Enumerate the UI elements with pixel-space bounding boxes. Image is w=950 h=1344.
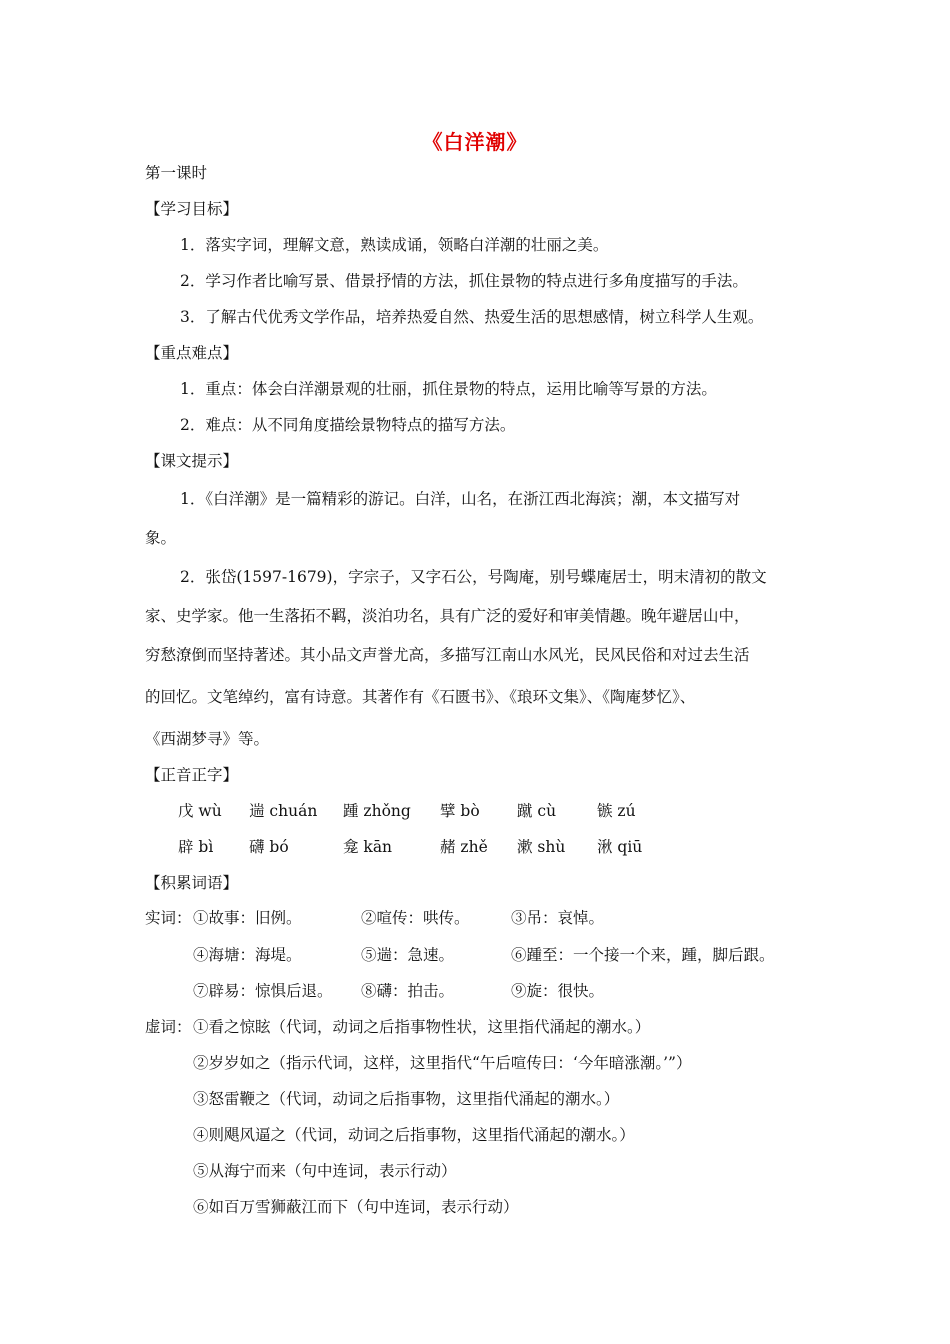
shici-entry: ②喧传：哄传。 xyxy=(361,909,470,927)
shici-entry: ④海塘：海堤。 xyxy=(193,946,302,964)
goal-item: 1．落实字词，理解文意，熟读成诵，领略白洋潮的壮丽之美。 xyxy=(180,236,609,254)
document-title: 《白洋潮》 xyxy=(422,130,528,154)
pinyin-entry: 踵 zhǒng xyxy=(343,802,411,820)
pinyin-entry: 辟 bì xyxy=(178,838,214,856)
pinyin-entry: 蹴 cù xyxy=(517,802,557,820)
shici-entry: ⑧礴：拍击。 xyxy=(361,982,455,1000)
pinyin-entry: 戊 wù xyxy=(178,802,222,820)
section-heading-pronunciation: 【正音正字】 xyxy=(145,766,239,784)
keypoint-item: 1．重点：体会白洋潮景观的壮丽，抓住景物的特点，运用比喻等写景的方法。 xyxy=(180,380,717,398)
xuci-entry: ⑤从海宁而来（句中连词，表示行动） xyxy=(193,1162,457,1180)
shici-entry: ⑥踵至：一个接一个来，踵，脚后跟。 xyxy=(511,946,775,964)
pinyin-entry: 湫 qiū xyxy=(597,838,643,856)
shici-label: 实词： xyxy=(145,909,192,927)
section-heading-keypoints: 【重点难点】 xyxy=(145,344,239,362)
section-heading-goals: 【学习目标】 xyxy=(145,200,239,218)
shici-entry: ③吊：哀悼。 xyxy=(511,909,605,927)
pinyin-entry: 礴 bó xyxy=(249,838,289,856)
xuci-label: 虚词： xyxy=(145,1018,192,1036)
tip-paragraph-line: 1．《白洋潮》是一篇精彩的游记。白洋，山名，在浙江西北海滨；潮，本文描写对 xyxy=(180,490,741,508)
keypoint-item: 2．难点：从不同角度描绘景物特点的描写方法。 xyxy=(180,416,516,434)
pinyin-entry: 赭 zhě xyxy=(440,838,488,856)
shici-entry: ⑨旋：很快。 xyxy=(511,982,605,1000)
goal-item: 3．了解古代优秀文学作品，培养热爱自然、热爱生活的思想感情，树立科学人生观。 xyxy=(180,308,764,326)
tip-paragraph-line: 穷愁潦倒而坚持著述。其小品文声誉尤高，多描写江南山水风光，民风民俗和对过去生活 xyxy=(145,646,750,664)
section-heading-tips: 【课文提示】 xyxy=(145,452,239,470)
tip-paragraph-line: 家、史学家。他一生落拓不羁，淡泊功名，具有广泛的爱好和审美情趣。晚年避居山中， xyxy=(145,607,750,625)
xuci-entry: ⑥如百万雪狮蔽江而下（句中连词，表示行动） xyxy=(193,1198,519,1216)
xuci-entry: ④则飓风逼之（代词，动词之后指事物，这里指代涌起的潮水。） xyxy=(193,1126,635,1144)
tip-paragraph-line: 《西湖梦寻》等。 xyxy=(145,730,270,748)
shici-entry: ⑦辟易：惊惧后退。 xyxy=(193,982,333,1000)
pinyin-entry: 龛 kān xyxy=(343,838,393,856)
pinyin-entry: 擘 bò xyxy=(440,802,480,820)
pinyin-entry: 漱 shù xyxy=(517,838,566,856)
shici-entry: ①故事：旧例。 xyxy=(193,909,302,927)
pinyin-entry: 镞 zú xyxy=(597,802,636,820)
xuci-entry: ①看之惊眩（代词，动词之后指事物性状，这里指代涌起的潮水。） xyxy=(193,1018,651,1036)
tip-paragraph-line: 2．张岱(1597-1679)，字宗子，又字石公，号陶庵，别号蝶庵居士，明末清初的散文 xyxy=(180,568,767,586)
shici-entry: ⑤遄：急速。 xyxy=(361,946,455,964)
section-heading-vocab: 【积累词语】 xyxy=(145,874,239,892)
xuci-entry: ③怒雷鞭之（代词，动词之后指事物，这里指代涌起的潮水。） xyxy=(193,1090,620,1108)
pinyin-entry: 遄 chuán xyxy=(249,802,318,820)
xuci-entry: ②岁岁如之（指示代词，这样，这里指代“午后喧传曰：‘今年暗涨潮。’”） xyxy=(193,1054,692,1072)
tip-paragraph-line: 的回忆。文笔绰约，富有诗意。其著作有《石匮书》、《琅环文集》、《陶庵梦忆》、 xyxy=(145,688,696,706)
lesson-label: 第一课时 xyxy=(145,164,208,182)
goal-item: 2．学习作者比喻写景、借景抒情的方法，抓住景物的特点进行多角度描写的手法。 xyxy=(180,272,748,290)
tip-paragraph-line: 象。 xyxy=(145,529,177,547)
